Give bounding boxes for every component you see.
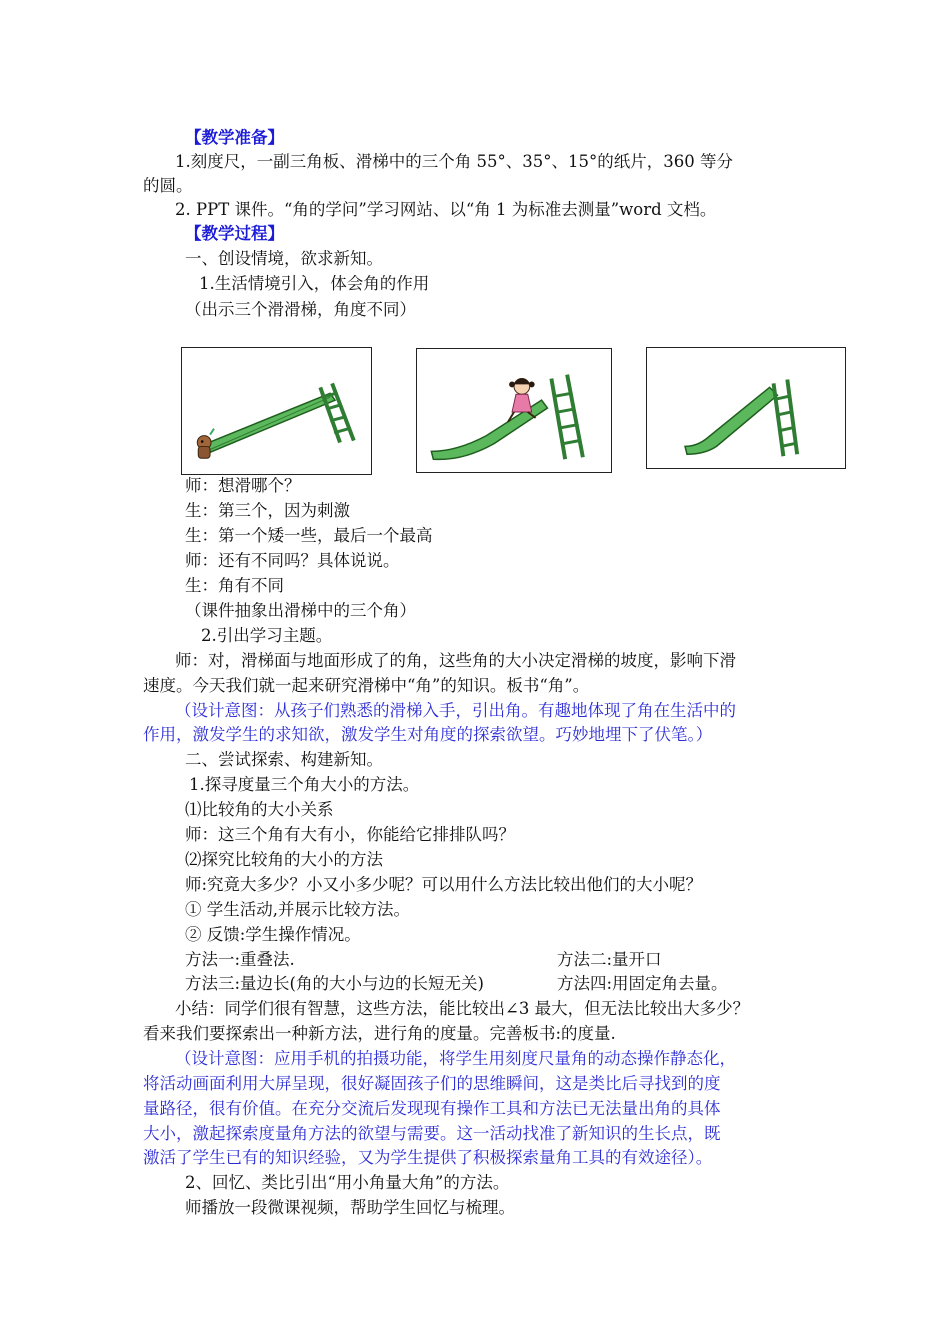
dialog-line-2: 生：第三个，因为刺激 [185, 501, 350, 520]
method-4: 方法四:用固定角去量。 [557, 974, 728, 993]
dialog-line-3: 生：第一个矮一些，最后一个最高 [185, 526, 433, 545]
design-note-2d: 大小，激起探索度量角方法的欲望与需要。这一活动找准了新知识的生长点，既 [143, 1124, 721, 1143]
heading-teaching-process: 【教学过程】 [185, 224, 284, 243]
section-1-note: （出示三个滑滑梯，角度不同） [185, 300, 416, 319]
teacher-line-1a: 师：对，滑梯面与地面形成了的角，这些角的大小决定滑梯的坡度，影响下滑 [175, 651, 736, 670]
summary-line-a: 小结：同学们很有智慧，这些方法，能比较出∠3 最大，但无法比较出大多少？ [175, 999, 750, 1018]
prep-item-1-line-2: 的圆。 [143, 176, 193, 195]
section-1-step-1: 1.生活情境引入，体会角的作用 [199, 274, 430, 293]
method-1: 方法一:重叠法. [185, 950, 295, 969]
slide-steep-drawing [647, 348, 845, 468]
section-3-line-1: 师播放一段微课视频，帮助学生回忆与梳理。 [185, 1198, 515, 1217]
section-2-question-2: 师:究竟大多少？小又小多少呢？可以用什么方法比较出他们的大小呢？ [185, 875, 703, 894]
teacher-line-1b: 速度。今天我们就一起来研究滑梯中“角”的知识。板书“角”。 [143, 676, 590, 695]
dialog-line-6: （课件抽象出滑梯中的三个角） [185, 601, 416, 620]
slide-image-steep [646, 347, 846, 469]
design-note-1a: （设计意图：从孩子们熟悉的滑梯入手，引出角。有趣地体现了角在生活中的 [175, 701, 736, 720]
section-1-title: 一、创设情境，欲求新知。 [185, 249, 383, 268]
design-note-2a: （设计意图：应用手机的拍摄功能，将学生用刻度尺量角的动态操作静态化， [175, 1049, 736, 1068]
slide-girl-drawing [417, 349, 611, 472]
feedback: ② 反馈:学生操作情况。 [185, 925, 361, 944]
section-1-step-2: 2.引出学习主题。 [201, 626, 333, 645]
section-2-question-1: 师：这三个角有大有小，你能给它排排队吗？ [185, 825, 515, 844]
method-2: 方法二:量开口 [557, 950, 662, 969]
slide-image-girl [416, 348, 612, 473]
dialog-line-5: 生：角有不同 [185, 576, 284, 595]
slide-image-low [181, 347, 372, 475]
design-note-2b: 将活动画面利用大屏呈现，很好凝固孩子们的思维瞬间，这是类比后寻找到的度 [143, 1074, 721, 1093]
dialog-line-4: 师：还有不同吗？具体说说。 [185, 551, 400, 570]
design-note-2c: 量路径，很有价值。在充分交流后发现现有操作工具和方法已无法量出角的具体 [143, 1099, 721, 1118]
design-note-1b: 作用，激发学生的求知欲，激发学生对角度的探索欲望。巧妙地埋下了伏笔。） [143, 725, 713, 744]
prep-item-2: 2. PPT 课件。“角的学问”学习网站、以“角 1 为标准去测量”word 文档。 [175, 200, 717, 219]
section-2-sub-1: ⑴比较角的大小关系 [185, 800, 334, 819]
section-2-sub-2: ⑵探究比较角的大小的方法 [185, 850, 383, 869]
dialog-line-1: 师：想滑哪个？ [185, 476, 301, 495]
section-2-title: 二、尝试探索、构建新知。 [185, 750, 383, 769]
section-2-step-1: 1.探寻度量三个角大小的方法。 [189, 775, 420, 794]
summary-line-b: 看来我们要探索出一种新方法，进行角的度量。完善板书:的度量. [143, 1024, 616, 1043]
slide-low-drawing [182, 348, 371, 474]
section-3-title: 2、回忆、类比引出“用小角量大角”的方法。 [185, 1173, 510, 1192]
student-activity: ① 学生活动,并展示比较方法。 [185, 900, 410, 919]
method-3: 方法三:量边长(角的大小与边的长短无关) [185, 974, 484, 993]
design-note-2e: 激活了学生已有的知识经验，又为学生提供了积极探索量角工具的有效途径）。 [143, 1148, 713, 1167]
heading-teaching-preparation: 【教学准备】 [185, 128, 284, 147]
prep-item-1-line-1: 1.刻度尺，一副三角板、滑梯中的三个角 55°、35°、15°的纸片，360 等分 [175, 152, 733, 171]
